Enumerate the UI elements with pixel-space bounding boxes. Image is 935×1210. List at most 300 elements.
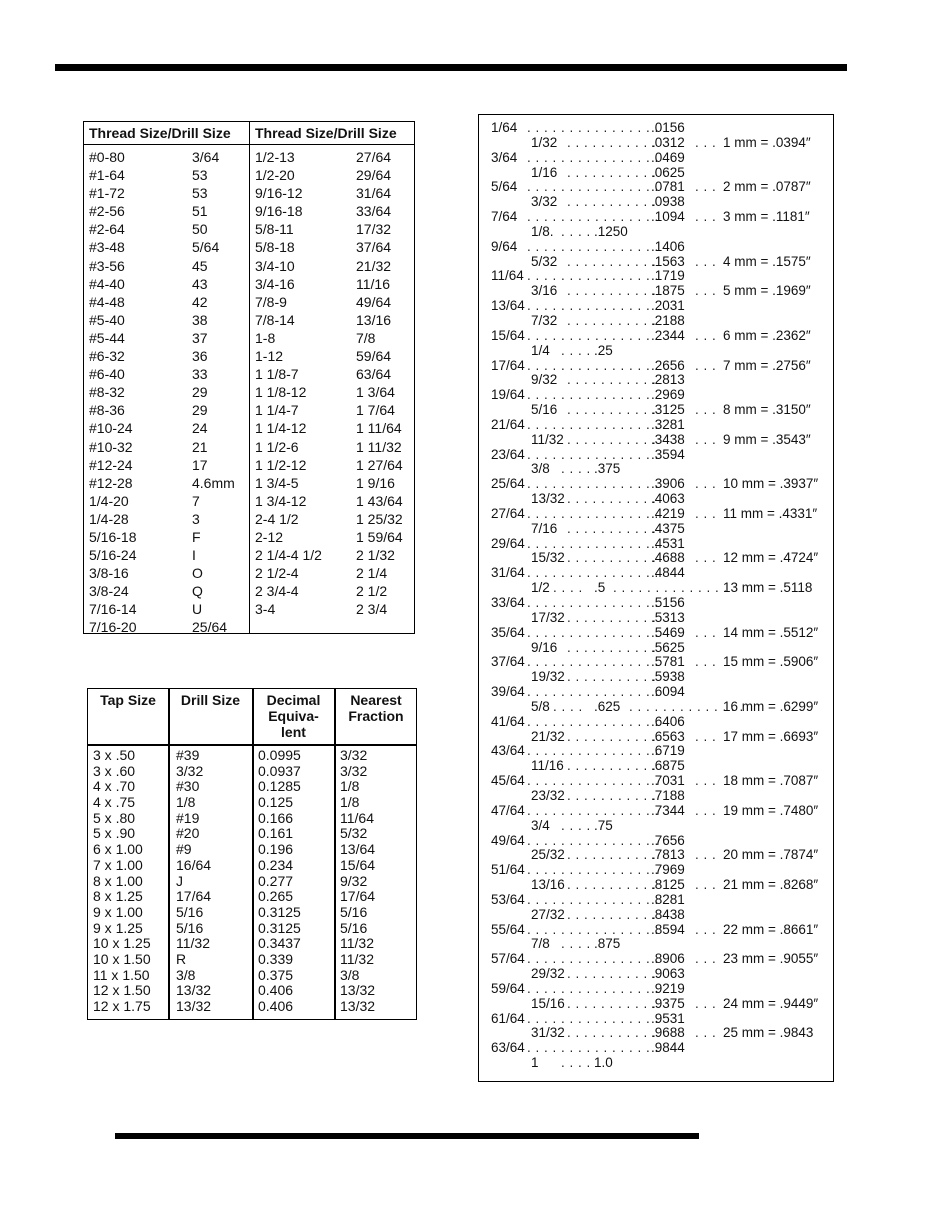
metric-equivalent: 20 mm = .7874″ xyxy=(723,847,819,863)
thread-size: 3/4-10 xyxy=(255,257,295,274)
fraction: 23/64 xyxy=(491,446,525,462)
leader-dots: . . . xyxy=(695,951,717,967)
thread-size: 2 1/4-4 1/2 xyxy=(255,547,322,564)
list-item xyxy=(479,848,833,863)
decimal-equivalent: 0.0995 xyxy=(258,747,301,763)
tap-size: 12 x 1.75 xyxy=(93,998,151,1014)
thread-size: 1/4-28 xyxy=(89,510,129,527)
list-item xyxy=(479,566,833,581)
tap-size: 9 x 1.25 xyxy=(93,919,143,936)
tap-size: 4 x .75 xyxy=(93,794,136,811)
list-item xyxy=(479,195,833,210)
list-item xyxy=(479,433,833,448)
table-row xyxy=(84,329,249,347)
list-item xyxy=(479,863,833,878)
leader-dots: . . . . . . . . . . . . . . . . xyxy=(527,268,659,284)
table-row xyxy=(88,905,416,921)
list-item xyxy=(479,314,833,329)
fraction: 7/16 xyxy=(531,520,558,536)
drill-size: J xyxy=(176,872,183,889)
leader-dots: . . . . . . . . . . . . . . . . xyxy=(527,684,659,700)
table-row xyxy=(250,184,414,202)
top-rule xyxy=(55,64,847,71)
metric-equivalent: 9 mm = .3543″ xyxy=(723,431,811,447)
table-row xyxy=(84,383,249,401)
thread-size: #6-32 xyxy=(89,348,125,365)
leader-dots: . . . . . . . . . . . . . . . . xyxy=(527,298,659,314)
metric-equivalent: 14 mm = .5512″ xyxy=(723,624,819,640)
thread-size: 5/8-18 xyxy=(255,239,295,256)
list-item xyxy=(479,908,833,923)
metric-equivalent: 7 mm = .2756″ xyxy=(723,357,811,373)
leader-dots: . . . xyxy=(695,431,717,447)
drill-size: 36 xyxy=(192,348,208,365)
fraction: 13/16 xyxy=(531,877,565,893)
list-item xyxy=(479,166,833,181)
decimal-value: .1719 xyxy=(651,268,685,284)
fraction: 41/64 xyxy=(491,713,525,729)
fraction: 25/32 xyxy=(531,847,565,863)
fraction: 31/64 xyxy=(491,565,525,581)
drill-size: 51 xyxy=(192,203,208,220)
drill-size: 3/64 xyxy=(192,149,220,165)
leader-dots: . . . . . . . . . . . . . . . . xyxy=(527,416,659,432)
thread-size: #2-56 xyxy=(89,203,125,220)
decimal-value: .2813 xyxy=(651,372,685,388)
list-item xyxy=(479,997,833,1012)
fraction: 37/64 xyxy=(491,654,525,670)
list-item xyxy=(479,700,833,715)
fraction: 3/8 xyxy=(531,461,550,477)
fraction: 17/64 xyxy=(491,357,525,373)
metric-equivalent: 25 mm = .9843 xyxy=(723,1025,814,1041)
decimal-value: .5781 xyxy=(651,654,685,670)
decimal-value: .25 xyxy=(594,342,613,358)
thread-table-right-column xyxy=(249,122,414,633)
leader-dots: . . . . . . . . . . . . . . . . xyxy=(527,565,659,581)
list-item xyxy=(479,225,833,240)
nearest-fraction: 3/8 xyxy=(340,966,360,983)
decimal-value: .7813 xyxy=(651,847,685,863)
leader-dots: . . . . . . . . . . . xyxy=(567,520,657,536)
table-row xyxy=(250,492,414,510)
leader-dots: . . . . . . . . . . . . . . . . xyxy=(527,1010,659,1026)
fraction: 57/64 xyxy=(491,951,525,967)
table-row xyxy=(250,166,414,184)
table-row xyxy=(250,257,414,275)
drill-size: #19 xyxy=(176,809,200,826)
thread-size: 2-4 1/2 xyxy=(255,510,299,527)
leader-dots: . . . . . . . . . . . xyxy=(567,402,657,418)
decimal-value: .375 xyxy=(594,461,621,477)
leader-dots: . . . . . . . . . . . xyxy=(567,906,657,922)
table-row xyxy=(250,311,414,329)
drill-size: Q xyxy=(192,583,203,600)
drill-size: 13/32 xyxy=(176,998,212,1014)
thread-size: #12-28 xyxy=(89,474,133,491)
bottom-rule xyxy=(115,1133,699,1139)
drill-size: #39 xyxy=(176,747,200,763)
decimal-value: .5 xyxy=(594,580,606,596)
drill-size: 1 9/16 xyxy=(356,474,395,491)
thread-size: 5/16-18 xyxy=(89,528,137,545)
decimal-value: .0781 xyxy=(651,179,685,195)
fraction: 5/32 xyxy=(531,253,558,269)
nearest-fraction: 11/64 xyxy=(340,809,374,826)
decimal-value: .7969 xyxy=(651,862,685,878)
leader-dots: . . . . . . . . . . . xyxy=(567,164,657,180)
thread-size: #10-32 xyxy=(89,438,133,455)
table-row xyxy=(84,456,249,474)
tap-size: 6 x 1.00 xyxy=(93,841,143,858)
metric-equivalent: 16 mm = .6299″ xyxy=(723,698,819,714)
thread-table-left-column xyxy=(84,122,249,636)
thread-size: #5-40 xyxy=(89,311,125,328)
drill-size: 37 xyxy=(192,329,208,346)
drill-size: 3/32 xyxy=(176,762,204,779)
decimal-equivalent: 0.3125 xyxy=(258,903,301,920)
nearest-fraction: 5/16 xyxy=(340,903,368,920)
list-item xyxy=(479,804,833,819)
table-row xyxy=(84,528,249,546)
list-item xyxy=(479,878,833,893)
thread-size: #4-48 xyxy=(89,293,125,310)
decimal-equivalent: 0.406 xyxy=(258,998,294,1014)
drill-size: 5/16 xyxy=(176,903,204,920)
nearest-fraction: 13/32 xyxy=(340,982,376,999)
fraction: 49/64 xyxy=(491,832,525,848)
metric-equivalent: 13 mm = .5118 xyxy=(723,580,813,596)
nearest-fraction: 5/32 xyxy=(340,825,368,842)
leader-dots: . . . . . . . . . . . xyxy=(567,431,657,447)
table-row xyxy=(84,148,249,166)
thread-size: 1 1/4-12 xyxy=(255,420,307,437)
table-row xyxy=(88,921,416,937)
metric-equivalent: 11 mm = .4331″ xyxy=(723,505,818,521)
decimal-value: .625 xyxy=(594,698,621,714)
table-row xyxy=(84,600,249,618)
table-row xyxy=(84,257,249,275)
list-item xyxy=(479,136,833,151)
drill-size: 53 xyxy=(192,185,208,202)
fraction: 11/64 xyxy=(491,268,524,284)
metric-equivalent: 6 mm = .2362″ xyxy=(723,327,811,343)
decimal-equivalent: 0.265 xyxy=(258,888,294,905)
drill-size: 3/8 xyxy=(176,966,196,983)
list-item xyxy=(479,359,833,374)
list-item xyxy=(479,284,833,299)
decimal-equivalent: 0.125 xyxy=(258,794,294,811)
fraction: 55/64 xyxy=(491,921,525,937)
decimal-value: .1875 xyxy=(651,283,685,299)
leader-dots: . . . . xyxy=(561,936,591,952)
leader-dots: . . . . xyxy=(561,223,591,239)
drill-size: #20 xyxy=(176,825,200,842)
leader-dots: . . . . . . . . . . . . . . . . xyxy=(527,238,659,254)
metric-equivalent: 24 mm = .9449″ xyxy=(723,995,819,1011)
table-row xyxy=(88,983,416,999)
leader-dots: . . . . . . . . . . . xyxy=(567,372,657,388)
fraction: 13/64 xyxy=(491,298,525,314)
fraction: 47/64 xyxy=(491,802,525,818)
table-row xyxy=(84,220,249,238)
metric-equivalent: 15 mm = .5906″ xyxy=(723,654,819,670)
decimal-value: .9531 xyxy=(651,1010,685,1026)
thread-table-right-rows xyxy=(250,145,414,618)
decimal-value: .7656 xyxy=(651,832,685,848)
drill-size: R xyxy=(176,950,187,967)
drill-size: 37/64 xyxy=(356,239,392,256)
table-row xyxy=(250,238,414,256)
leader-dots: . . . . . . . . . . . . . . . . xyxy=(527,209,659,225)
fraction: 9/32 xyxy=(531,372,558,388)
decimal-value: .0469 xyxy=(651,149,685,165)
metric-equivalent: 8 mm = .3150″ xyxy=(723,402,811,418)
decimal-equivalent: 0.161 xyxy=(258,825,294,842)
leader-dots: . . . . . . . . . . . xyxy=(567,847,657,863)
decimal-value: .0312 xyxy=(651,134,685,150)
drill-size: I xyxy=(192,547,196,564)
leader-dots: . . . . . . . . . . . xyxy=(567,550,657,566)
table-row xyxy=(88,936,416,952)
thread-size: #1-72 xyxy=(89,185,125,202)
tap-header-decimal-equivalent: Decimal Equiva- lent xyxy=(266,692,321,740)
thread-size: 2-12 xyxy=(255,528,284,545)
fraction: 5/64 xyxy=(491,179,518,195)
drill-size: 17/32 xyxy=(356,221,392,238)
list-item xyxy=(479,952,833,967)
list-item xyxy=(479,893,833,908)
list-item xyxy=(479,581,833,596)
leader-dots: . . . . . . . . . . . xyxy=(567,283,657,299)
thread-size: 7/8-14 xyxy=(255,311,295,328)
tap-size: 8 x 1.00 xyxy=(93,872,143,889)
decimal-value: .2656 xyxy=(651,357,685,373)
fraction: 11/32 xyxy=(531,431,564,447)
leader-dots: . . . xyxy=(695,283,717,299)
decimal-value: .4219 xyxy=(651,505,685,521)
leader-dots: . . . . . . . . . . . . . . . . xyxy=(527,832,659,848)
list-item xyxy=(479,730,833,745)
drill-size: 1 7/64 xyxy=(356,402,395,419)
thread-size: #8-36 xyxy=(89,402,125,419)
table-row xyxy=(88,874,416,890)
metric-equivalent: 1 mm = .0394″ xyxy=(723,134,811,150)
table-row xyxy=(250,383,414,401)
table-row xyxy=(250,401,414,419)
table-row xyxy=(250,528,414,546)
drill-size: 1 43/64 xyxy=(356,492,403,509)
decimal-equivalent: 0.166 xyxy=(258,809,294,826)
decimal-equivalent: 0.234 xyxy=(258,856,294,873)
decimal-value: 1.0 xyxy=(594,1055,613,1071)
decimal-value: .9063 xyxy=(651,966,685,982)
table-row xyxy=(84,474,249,492)
drill-size: 2 1/2 xyxy=(356,583,388,600)
nearest-fraction: 1/8 xyxy=(340,794,360,811)
tap-table-rows xyxy=(88,748,416,1015)
tap-header-tap-size: Tap Size xyxy=(100,692,156,708)
drill-size: 31/64 xyxy=(356,185,392,202)
fraction: 1/64 xyxy=(491,120,518,135)
decimal-value: .4844 xyxy=(651,565,685,581)
decimal-value: .0938 xyxy=(651,194,685,210)
nearest-fraction: 3/32 xyxy=(340,747,368,763)
decimal-equivalents-rows xyxy=(479,121,833,1071)
table-row xyxy=(250,202,414,220)
table-row xyxy=(88,826,416,842)
decimal-value: .4063 xyxy=(651,491,685,507)
decimal-value: .4375 xyxy=(651,520,685,536)
decimal-value: .9688 xyxy=(651,1025,685,1041)
decimal-equivalent: 0.339 xyxy=(258,950,294,967)
drill-size: 49/64 xyxy=(356,293,392,310)
decimal-value: .8438 xyxy=(651,906,685,922)
drill-size: 24 xyxy=(192,420,208,437)
tap-size: 10 x 1.25 xyxy=(93,935,151,952)
leader-dots: . . . . xyxy=(561,817,591,833)
list-item xyxy=(479,1026,833,1041)
drill-size: 38 xyxy=(192,311,208,328)
drill-size: 17/64 xyxy=(176,888,212,905)
leader-dots: . . . xyxy=(695,327,717,343)
decimal-value: .9375 xyxy=(651,995,685,1011)
leader-dots: . . . . . . . . . . . xyxy=(567,253,657,269)
decimal-value: .2188 xyxy=(651,312,685,328)
list-item xyxy=(479,121,833,136)
metric-equivalent: 10 mm = .3937″ xyxy=(723,476,819,492)
fraction: 53/64 xyxy=(491,891,525,907)
thread-size: #0-80 xyxy=(89,149,125,165)
list-item xyxy=(479,670,833,685)
leader-dots: . . . . . . . . . . . . . . . . xyxy=(527,535,659,551)
table-row xyxy=(88,968,416,984)
table-row xyxy=(250,347,414,365)
thread-size: #8-32 xyxy=(89,384,125,401)
leader-dots: . . . xyxy=(695,357,717,373)
drill-size: 27/64 xyxy=(356,149,392,165)
list-item xyxy=(479,448,833,463)
fraction: 19/64 xyxy=(491,387,525,403)
leader-dots: . . . . . . . . . . . . . . xyxy=(613,580,728,596)
nearest-fraction: 15/64 xyxy=(340,856,376,873)
table-row xyxy=(250,220,414,238)
thread-size: #4-40 xyxy=(89,275,125,292)
leader-dots: . . . xyxy=(695,624,717,640)
drill-size: 11/32 xyxy=(176,935,210,952)
fraction: 29/64 xyxy=(491,535,525,551)
drill-size: 53 xyxy=(192,167,208,184)
decimal-value: .6563 xyxy=(651,728,685,744)
table-row xyxy=(88,795,416,811)
leader-dots: . . . xyxy=(695,253,717,269)
fraction: 1/16 xyxy=(531,164,558,180)
thread-size: #3-56 xyxy=(89,257,125,274)
table-row xyxy=(84,510,249,528)
thread-size: #1-64 xyxy=(89,167,125,184)
fraction: 7/32 xyxy=(531,312,558,328)
fraction: 59/64 xyxy=(491,980,525,996)
thread-size: 3/8-24 xyxy=(89,583,129,600)
decimal-value: .5938 xyxy=(651,669,685,685)
thread-size: 3/4-16 xyxy=(255,275,295,292)
list-item xyxy=(479,492,833,507)
fraction: 45/64 xyxy=(491,773,525,789)
table-row xyxy=(88,842,416,858)
drill-size: 1/8 xyxy=(176,794,196,811)
decimal-equivalent: 0.375 xyxy=(258,966,294,983)
fraction: 13/32 xyxy=(531,491,565,507)
list-item xyxy=(479,403,833,418)
thread-size: #12-24 xyxy=(89,456,133,473)
fraction: 17/32 xyxy=(531,609,565,625)
table-row xyxy=(250,546,414,564)
tap-size: 3 x .60 xyxy=(93,762,136,779)
leader-dots: . . . xyxy=(695,847,717,863)
tap-size: 9 x 1.00 xyxy=(93,903,143,920)
thread-table-left-rows xyxy=(84,145,249,637)
decimal-value: .5313 xyxy=(651,609,685,625)
drill-size: 2 3/4 xyxy=(356,601,388,618)
leader-dots: . . . . . . . . . . . . . . . . xyxy=(527,980,659,996)
leader-dots: . . . . . . . . . . . . . . . . xyxy=(527,446,659,462)
thread-table-header-right: Thread Size/Drill Size xyxy=(250,122,414,145)
metric-equivalent: 4 mm = .1575″ xyxy=(723,253,811,269)
list-item xyxy=(479,507,833,522)
leader-dots: . . . . . . . . . . . xyxy=(567,728,657,744)
leader-dots: . . . . . . . . . . . xyxy=(567,312,657,328)
drill-size: 7 xyxy=(192,492,200,509)
drill-size: U xyxy=(192,601,203,618)
leader-dots: . . . . . . . . . . . . . . . . xyxy=(527,357,659,373)
drill-size: 13/16 xyxy=(356,311,392,328)
drill-size: 63/64 xyxy=(356,366,392,383)
fraction: 3/16 xyxy=(531,283,558,299)
fraction: 63/64 xyxy=(491,1040,525,1056)
drill-size: 33/64 xyxy=(356,203,392,220)
drill-size: 5/64 xyxy=(192,239,220,256)
tap-header-nearest-fraction: Nearest Fraction xyxy=(348,692,404,724)
drill-size: 21 xyxy=(192,438,208,455)
table-row xyxy=(250,148,414,166)
fraction: 1/8. xyxy=(531,223,554,239)
fraction: 33/64 xyxy=(491,595,525,610)
drill-size: 45 xyxy=(192,257,208,274)
decimal-value: .3906 xyxy=(651,476,685,492)
list-item xyxy=(479,240,833,255)
leader-dots: . . . xyxy=(695,728,717,744)
drill-size: 4.6mm xyxy=(192,474,235,491)
metric-equivalent: 18 mm = .7087″ xyxy=(723,773,819,789)
fraction: 7/8 xyxy=(531,936,550,952)
decimal-equivalent: 0.3125 xyxy=(258,919,301,936)
nearest-fraction: 13/32 xyxy=(340,998,376,1014)
thread-size: 9/16-12 xyxy=(255,185,303,202)
drill-size: #30 xyxy=(176,778,200,795)
thread-size: 1 1/2-6 xyxy=(255,438,299,455)
leader-dots: . . . . xyxy=(561,461,591,477)
decimal-value: .0625 xyxy=(651,164,685,180)
tap-size: 4 x .70 xyxy=(93,778,136,795)
table-row xyxy=(84,365,249,383)
list-item xyxy=(479,522,833,537)
leader-dots: . . . . . . . . . . . xyxy=(567,134,657,150)
decimal-value: .7344 xyxy=(651,802,685,818)
leader-dots: . . . . . . . . . . . . . . . . xyxy=(527,1040,659,1056)
list-item xyxy=(479,596,833,611)
table-row xyxy=(84,275,249,293)
drill-size: 50 xyxy=(192,221,208,238)
